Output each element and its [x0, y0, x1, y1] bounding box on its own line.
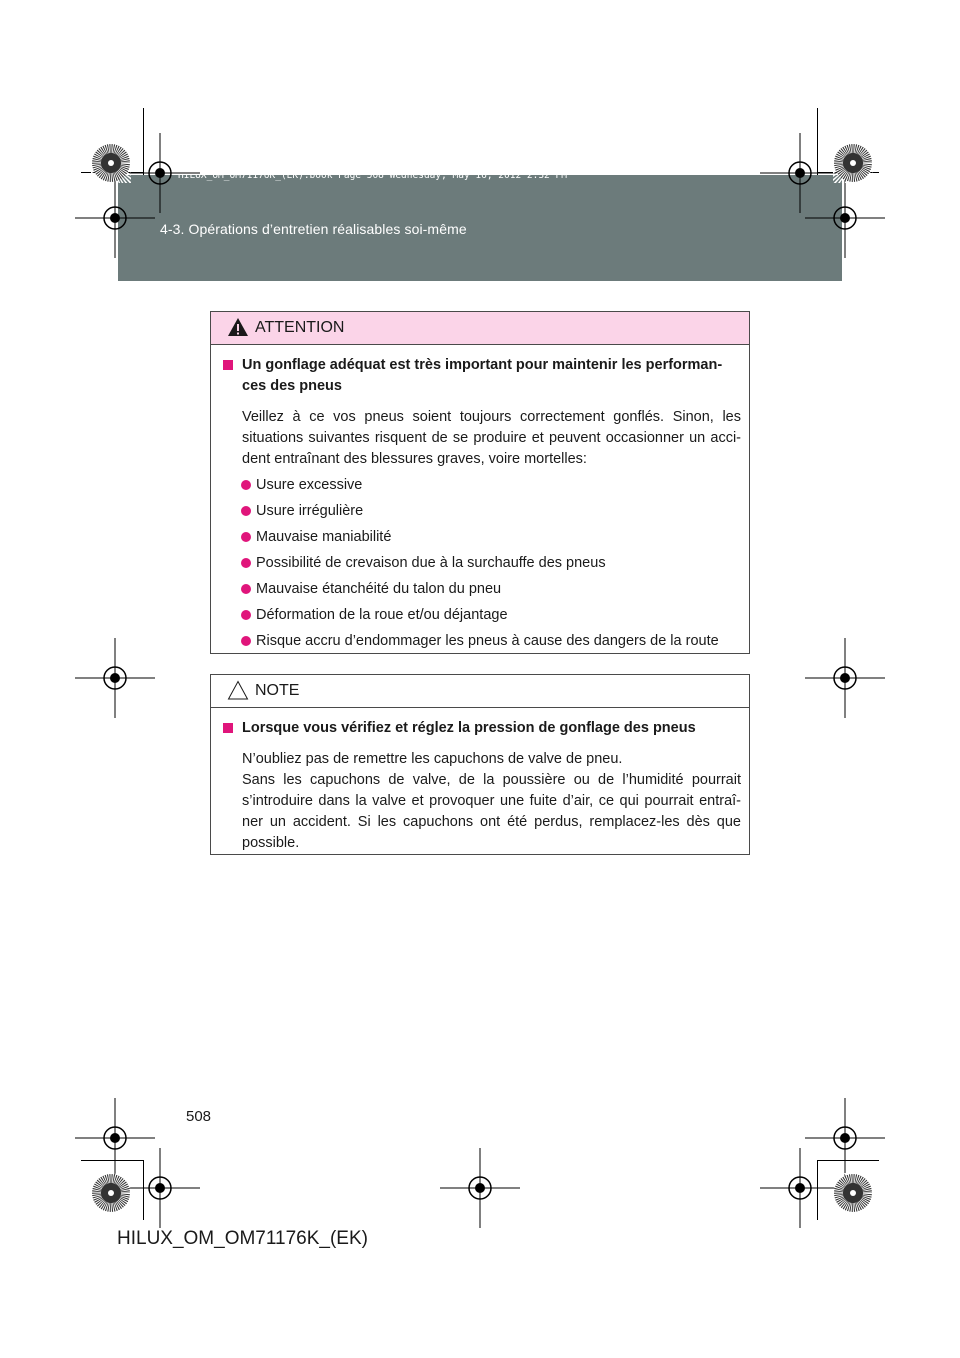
list-item: Usure irrégulière [223, 501, 741, 522]
registration-mark-icon [760, 1148, 840, 1228]
round-bullet-icon [241, 610, 251, 620]
round-bullet-icon [241, 558, 251, 568]
registration-mark-icon [760, 133, 840, 213]
list-item: Déformation de la roue et/ou déjantage [223, 605, 741, 626]
list-item: Mauvaise maniabilité [223, 527, 741, 548]
list-item: Mauvaise étanchéité du talon du pneu [223, 579, 741, 600]
attention-box [210, 311, 750, 654]
round-bullet-icon [241, 532, 251, 542]
note-heading [223, 718, 741, 739]
round-bullet-icon [241, 506, 251, 516]
page-number: 508 [186, 1108, 212, 1125]
attention-body [211, 345, 749, 666]
list-item: Risque accru d’endommager les pneus à cause des dangers de la route [223, 631, 741, 652]
note-line: N’oubliez pas de remettre les capuchons de valve de pneu. [242, 751, 623, 767]
sunburst-mark-icon [91, 143, 131, 183]
caution-icon [227, 680, 249, 700]
list-item: Usure excessive [223, 475, 741, 496]
attention-heading [223, 355, 741, 397]
round-bullet-icon [241, 584, 251, 594]
note-body [211, 708, 749, 872]
attention-header [211, 312, 749, 345]
attention-heading-text: Un gonflage adéquat est très important pour maintenir les performan-ces des pneus [242, 357, 723, 394]
print-slug: HILUX_OM_OM71176K_(EK).book Page 508 Wednesday, May 16, 2012 2:32 PM [178, 170, 567, 181]
round-bullet-icon [241, 636, 251, 646]
note-box [210, 674, 750, 855]
sunburst-mark-icon [833, 143, 873, 183]
registration-mark-icon [805, 638, 885, 718]
document-code: HILUX_OM_OM71176K_(EK) [117, 1228, 368, 1249]
registration-mark-icon [120, 133, 200, 213]
attention-title: ATTENTION [255, 319, 345, 336]
round-bullet-icon [241, 480, 251, 490]
section-title: 4-3. Opérations d’entretien réalisables soi-même [160, 221, 467, 237]
note-title: NOTE [255, 682, 300, 699]
sunburst-mark-icon [833, 1173, 873, 1213]
note-heading-text: Lorsque vous vérifiez et réglez la pression de gonflage des pneus [242, 720, 696, 736]
square-bullet-icon [223, 723, 233, 733]
warning-icon [227, 317, 249, 337]
square-bullet-icon [223, 360, 233, 370]
sunburst-mark-icon [91, 1173, 131, 1213]
note-paragraph: Sans les capuchons de valve, de la poussière ou de l’humidité pourrait s’introduire dans la valve et provoquer une fuite d’air, ce qui pourrait entraî-ner un accident. Si les capuchons ont été perdus, remplacez-les dès que possible. [242, 772, 741, 851]
registration-mark-icon [120, 1148, 200, 1228]
list-item: Possibilité de crevaison due à la surchauffe des pneus [223, 553, 741, 574]
registration-mark-icon [440, 1148, 520, 1228]
note-header [211, 675, 749, 708]
registration-mark-icon [75, 638, 155, 718]
attention-intro: Veillez à ce vos pneus soient toujours correctement gonflés. Sinon, les situations suivantes risquent de se produire et peuvent occasionner un acci-dent entraînant des blessures graves, voire mortelles: [242, 409, 741, 467]
